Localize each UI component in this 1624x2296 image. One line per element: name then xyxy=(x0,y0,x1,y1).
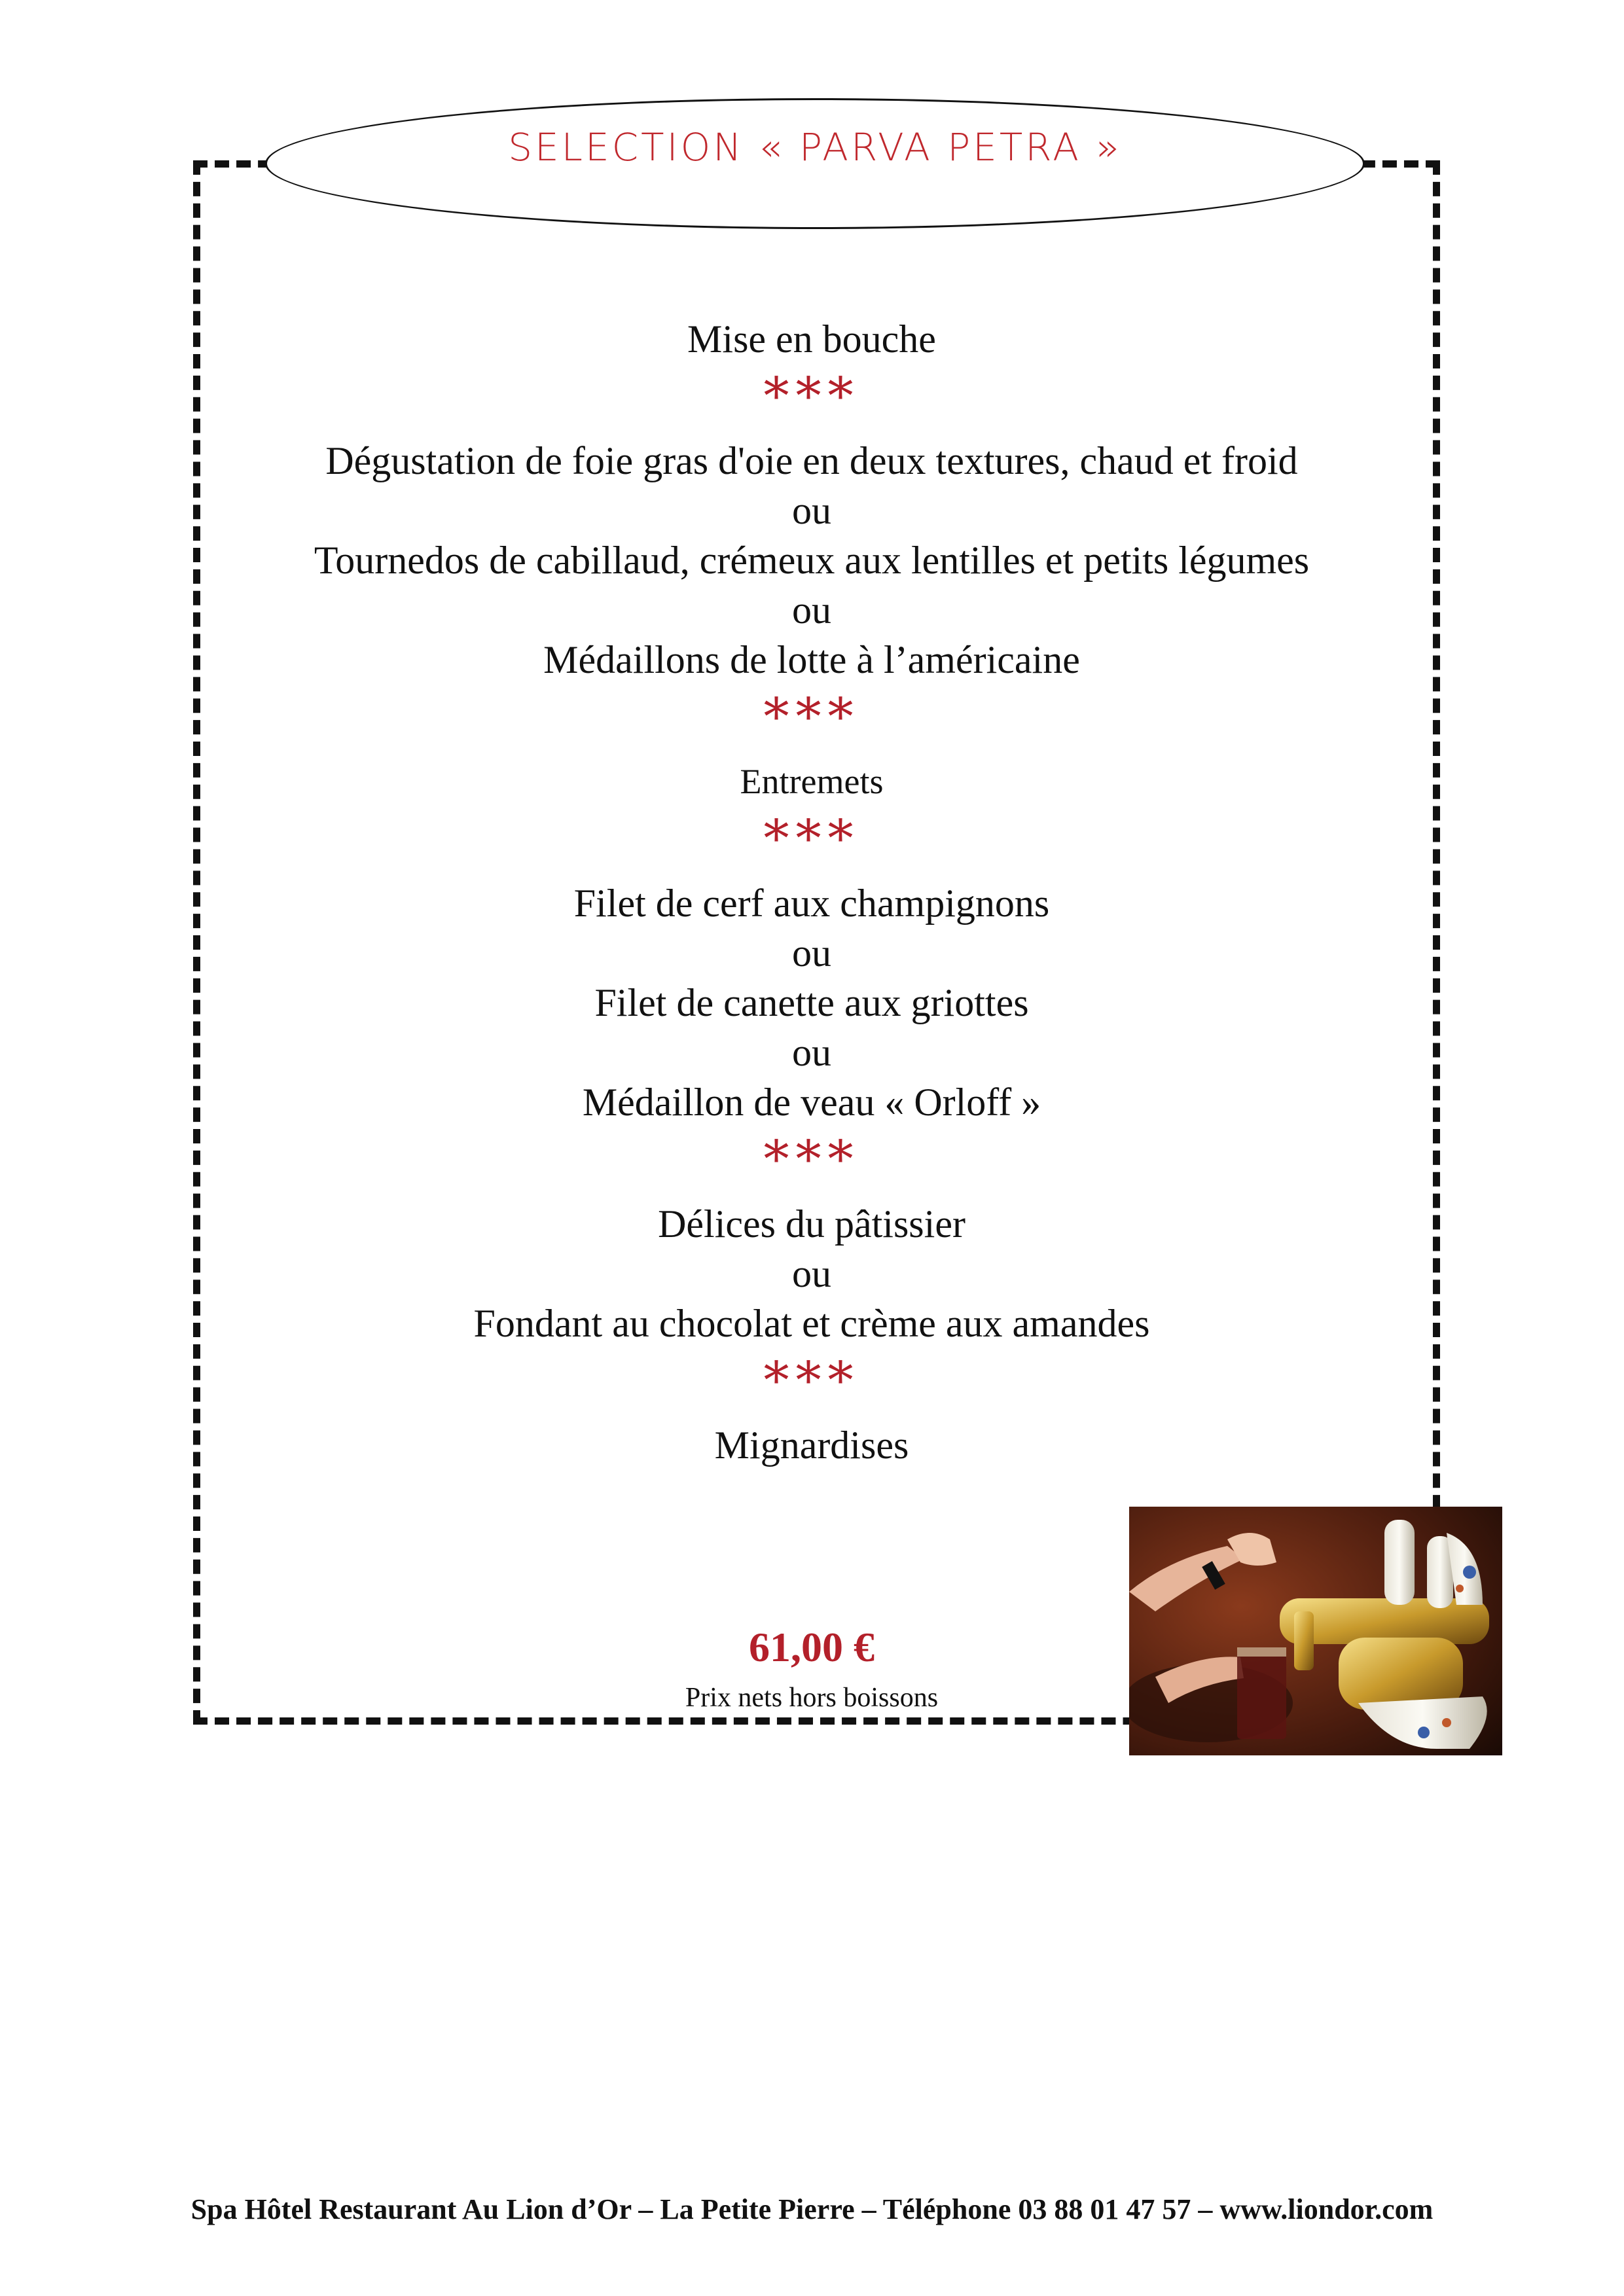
entree-option-2: Tournedos de cabillaud, crémeux aux lentilles et petits légumes xyxy=(314,539,1310,582)
entree-option-1: Dégustation de foie gras d'oie en deux textures, chaud et froid xyxy=(325,439,1298,482)
course-entremets: Entremets xyxy=(740,762,884,801)
dessert-option-1: Délices du pâtissier xyxy=(658,1202,965,1246)
or-label: ou xyxy=(792,489,831,532)
beer-tap-photo xyxy=(1129,1507,1502,1755)
main-option-1: Filet de cerf aux champignons xyxy=(573,882,1050,925)
separator: *** xyxy=(763,810,860,869)
separator: *** xyxy=(763,1352,860,1410)
title-oval xyxy=(265,98,1365,229)
or-label: ou xyxy=(792,588,831,632)
main-option-3: Médaillon de veau « Orloff » xyxy=(582,1081,1041,1124)
or-label: ou xyxy=(792,931,831,975)
entree-option-3: Médaillons de lotte à l’américaine xyxy=(543,638,1080,681)
footer-contact: Spa Hôtel Restaurant Au Lion d’Or – La Petite Pierre – Téléphone 03 88 01 47 57 – www.liondor.com xyxy=(190,2193,1434,2225)
separator: *** xyxy=(763,688,860,747)
dessert-option-2: Fondant au chocolat et crème aux amandes xyxy=(473,1302,1150,1345)
course-mise-en-bouche: Mise en bouche xyxy=(687,317,936,361)
separator: *** xyxy=(763,1130,860,1189)
menu-title: SELECTION « PARVA PETRA » xyxy=(508,125,1122,170)
or-label: ou xyxy=(792,1252,831,1295)
beer-tap-illustration xyxy=(1129,1507,1502,1755)
separator: *** xyxy=(763,367,860,426)
menu-price: 61,00 € xyxy=(749,1624,875,1670)
main-option-2: Filet de canette aux griottes xyxy=(594,981,1029,1024)
or-label: ou xyxy=(792,1031,831,1074)
price-note: Prix nets hors boissons xyxy=(685,1683,939,1713)
course-mignardises: Mignardises xyxy=(714,1424,909,1467)
menu-body xyxy=(196,314,1427,1470)
